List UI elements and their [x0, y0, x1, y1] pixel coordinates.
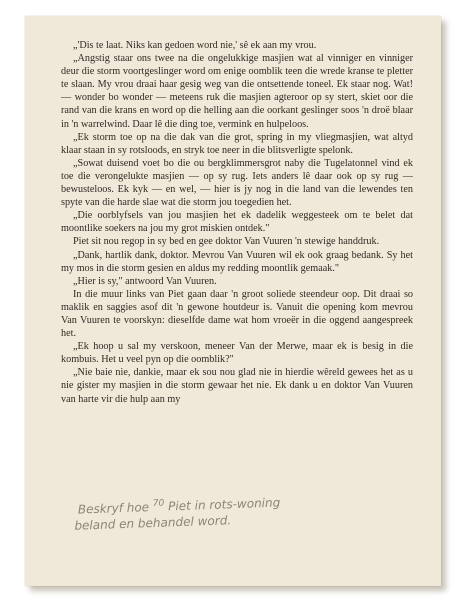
body-text — [61, 39, 413, 406]
paragraph: „Hier is sy," antwoord Van Vuuren. — [73, 275, 217, 287]
page-number: 70 — [152, 498, 165, 509]
annotation-text: Piet in rots-woning — [167, 495, 281, 514]
paragraph: In die muur links van Piet gaan daar 'n groot soliede steendeur oop. Dit draai so maklik en saggies asof dit 'n gewone houtdeur is. Vanuit die opening kom mevrou Van Vuuren te voorskyn: dieselfde dame wat hom vroeër in die oggend aangespreek het. — [61, 288, 413, 340]
paragraph: „Angstig staar ons twee na die ongelukkige masjien wat al vinniger en vinniger deur die storm voortgeslinger word om enige oomblik teen die wrede kranse te pletter te slaan. My vrou draai haar gesig weg van die ontsettende toneel. Ek staar nog. Wat! — wonder bo wonder — meteens ruk die masjien agteroor op sy stert, skiet oor die rand van die krans en word op die helling aan die oorkant geslinger soos 'n droë blaar in 'n warrelwind. Daar lê die ding toe, vermink en hulpeloos. — [61, 53, 413, 130]
paragraph: „'Dis te laat. Niks kan gedoen word nie,' sê ek aan my vrou. — [73, 40, 317, 51]
annotation-text: Beskryf hoe — [77, 500, 150, 517]
paragraph: „Nie baie nie, dankie, maar ek sou nou glad nie in hierdie wêreld gewees het as u nie gister my masjien in die storm gewaar het nie. Ek dank u en doktor Van Vuuren van harte vir die hulp aan my — [61, 367, 413, 405]
paragraph: „Ek storm toe op na die dak van die grot, spring in my vliegmasjien, wat altyd klaar staan in sy rotsloods, en stryk toe neer in die blitsverligte spelonk. — [61, 131, 413, 156]
annotation-line-2: beland en behandel word. — [74, 513, 232, 533]
paragraph: „Dank, hartlik dank, doktor. Mevrou Van Vuuren wil ek ook graag bedank. Sy het my mos in die storm gesien en aldus my redding moontlik gemaak." — [61, 249, 413, 274]
paragraph: „Ek hoop u sal my verskoon, meneer Van der Merwe, maar ek is besig in die kombuis. Het u veel pyn op die oomblik?" — [61, 341, 413, 366]
paragraph: „Die oorblyfsels van jou masjien het ek dadelik weggesteek om te belet dat moontlike soekers na jou my grot miskien ontdek." — [61, 210, 413, 235]
paragraph: „Sowat duisend voet bo die ou bergklimmersgrot naby die Tugelatonnel vind ek toe die verongelukte masjien — op sy rug. Iets anders lê daar ook op sy rug — bewusteloos. Ek kyk — en wel, — hier is jy nog in die land van die lewendes ten spyte van die harde slae wat die storm jou toegedien het. — [61, 157, 413, 209]
paragraph: Piet sit nou regop in sy bed en gee doktor Van Vuuren 'n stewige handdruk. — [73, 236, 380, 248]
